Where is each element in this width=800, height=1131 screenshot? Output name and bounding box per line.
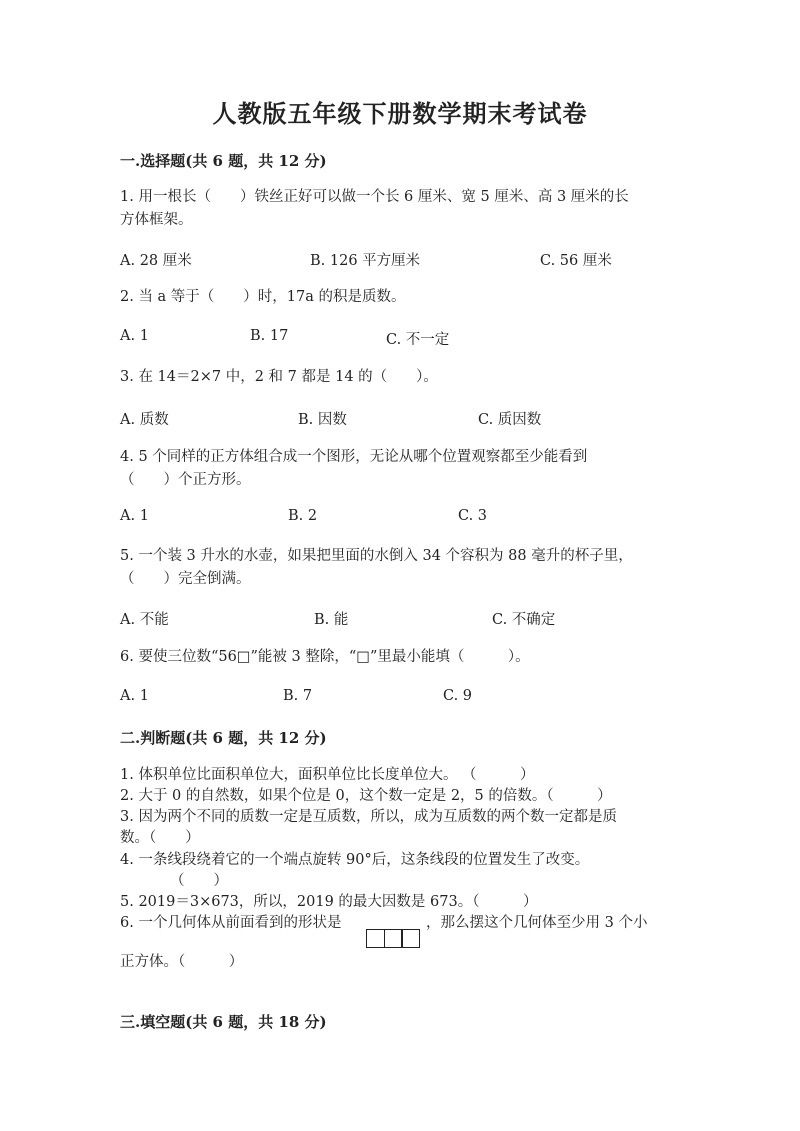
square-cell xyxy=(401,929,420,948)
option-a: A. 1 xyxy=(120,328,149,344)
question-text: 1. 用一根长（ ）铁丝正好可以做一个长 6 厘米、宽 5 厘米、高 3 厘米的长 xyxy=(120,189,629,205)
judgment-line: 5. 2019＝3×673，所以，2019 的最大因数是 673。（ ） xyxy=(120,894,538,910)
judgment-line: （ ） xyxy=(170,873,228,889)
option-a: A. 1 xyxy=(120,688,149,704)
question-6 xyxy=(120,646,680,669)
judgment-line: 1. 体积单位比面积单位大，面积单位比长度单位大。 （ ） xyxy=(120,767,535,783)
judgment-line: 正方体。（ ） xyxy=(120,954,244,970)
option-a: A. 28 厘米 xyxy=(120,253,192,269)
question-1 xyxy=(120,186,680,232)
option-c: C. 不确定 xyxy=(492,612,556,628)
question-text-cont: （ ）个正方形。 xyxy=(120,472,251,488)
question-text-cont: 方体框架。 xyxy=(120,212,193,228)
square-cell xyxy=(366,929,385,948)
option-c: C. 3 xyxy=(458,508,488,524)
question-2 xyxy=(120,286,680,309)
section-heading-judgment: 二.判断题(共 6 题，共 12 分) xyxy=(120,729,327,747)
option-c: C. 9 xyxy=(443,688,473,704)
judgment-line: 6. 一个几何体从前面看到的形状是 xyxy=(120,915,342,931)
judgment-line: 2. 大于 0 的自然数，如果个位是 0，这个数一定是 2，5 的倍数。（ ） xyxy=(120,788,612,804)
option-c: C. 不一定 xyxy=(386,332,450,348)
question-text: 4. 5 个同样的正方体组合成一个图形，无论从哪个位置观察都至少能看到 xyxy=(120,449,588,465)
option-b: B. 17 xyxy=(250,328,289,344)
option-b: B. 因数 xyxy=(298,412,347,428)
option-a: A. 不能 xyxy=(120,612,169,628)
option-b: B. 2 xyxy=(288,508,318,524)
front-view-shape xyxy=(366,929,420,948)
question-text-cont: （ ）完全倒满。 xyxy=(120,571,251,587)
judgment-line: 3. 因为两个不同的质数一定是互质数，所以，成为互质数的两个数一定都是质 xyxy=(120,809,617,825)
question-4 xyxy=(120,446,680,492)
judgment-line: ，那么摆这个几何体至少用 3 个小 xyxy=(426,915,648,931)
question-text: 2. 当 a 等于（ ）时，17a 的积是质数。 xyxy=(120,289,406,305)
question-3 xyxy=(120,366,680,389)
option-a: A. 质数 xyxy=(120,412,169,428)
section-heading-fill-in: 三.填空题(共 6 题，共 18 分) xyxy=(120,1013,327,1031)
option-b: B. 能 xyxy=(314,612,349,628)
question-5 xyxy=(120,545,680,591)
question-text: 5. 一个装 3 升水的水壶，如果把里面的水倒入 34 个容积为 88 毫升的杯子里， xyxy=(120,548,633,564)
section-heading-choice: 一.选择题(共 6 题，共 12 分) xyxy=(120,152,327,170)
judgment-line: 数。（ ） xyxy=(120,830,200,846)
square-cell xyxy=(384,929,403,948)
option-a: A. 1 xyxy=(120,508,149,524)
option-b: B. 126 平方厘米 xyxy=(310,253,421,269)
question-text: 6. 要使三位数“56□”能被 3 整除，“□”里最小能填（ ）。 xyxy=(120,649,530,665)
question-text: 3. 在 14＝2×7 中，2 和 7 都是 14 的（ ）。 xyxy=(120,369,438,385)
option-c: C. 56 厘米 xyxy=(540,253,612,269)
option-b: B. 7 xyxy=(283,688,313,704)
page-title: 人教版五年级下册数学期末考试卷 xyxy=(212,99,588,128)
option-c: C. 质因数 xyxy=(478,412,542,428)
judgment-line: 4. 一条线段绕着它的一个端点旋转 90°后，这条线段的位置发生了改变。 xyxy=(120,852,590,868)
